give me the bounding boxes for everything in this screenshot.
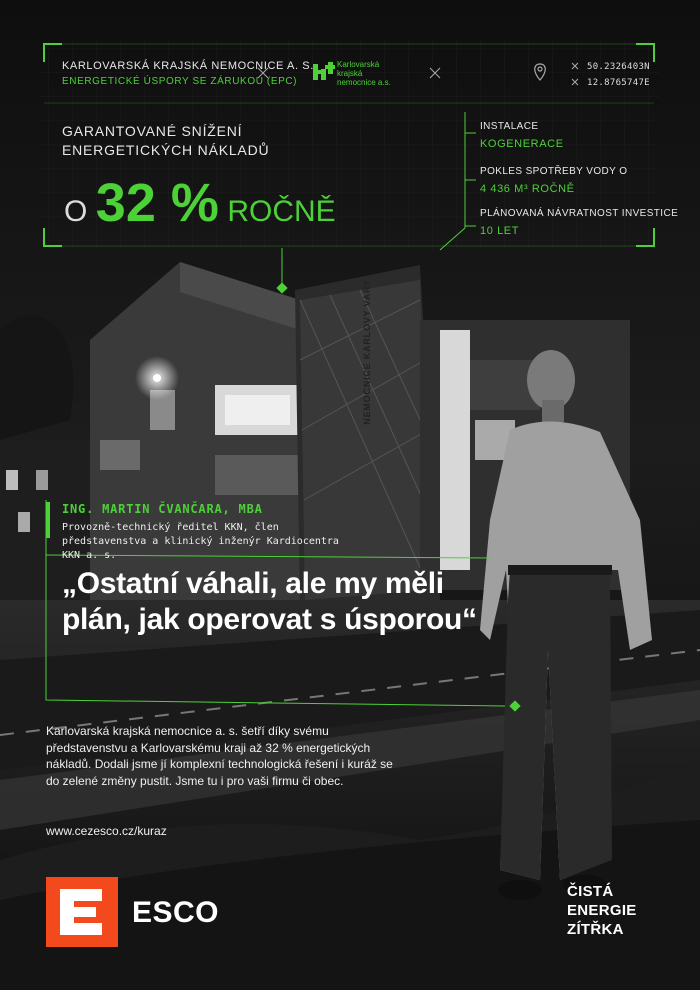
quote: „Ostatní váhali, ale my měli plán, jak operovat s úsporou“ xyxy=(62,567,477,636)
saving-suffix: ROČNĚ xyxy=(227,195,336,228)
stat-payback: PLÁNOVANÁ NÁVRATNOST INVESTICE 10 LET xyxy=(480,208,679,237)
coordinate-longitude: 12.8765747E xyxy=(587,78,650,88)
hospital-tagline: ENERGETICKÉ ÚSPORY SE ZÁRUKOU (EPC) xyxy=(62,76,298,87)
body-text: Karlovarská krajská nemocnice a. s. šetří díky svému představenstvu a Karlovarskému kraji až 32 % energetických nákladů. Dodali jsme jí komplexní technologická řešení i kuráž se do zelené změny pustit. Jsme tu i pro vaši firmu či obec. xyxy=(46,724,393,788)
brand-name: ESCO xyxy=(132,896,220,929)
coordinate-latitude: 50.2326403N xyxy=(587,62,650,72)
saving-headline xyxy=(64,172,336,234)
saving-value: 32 % xyxy=(95,173,219,233)
person-role: Provozně-technický ředitel KKN, člen představenstva a klinický inženýr Kardiocentra KKN a. s. xyxy=(62,522,339,561)
saving-title: GARANTOVANÉ SNÍŽENÍ ENERGETICKÝCH NÁKLADŮ xyxy=(62,123,270,158)
hospital-logo-text: Karlovarská krajská nemocnice a.s. xyxy=(337,60,391,87)
building-sign: NEMOCNICE KARLOVY VARY xyxy=(362,279,372,425)
hospital-name: KARLOVARSKÁ KRAJSKÁ NEMOCNICE A. S. xyxy=(62,60,314,72)
cez-logo-icon xyxy=(46,877,118,947)
stat-water: POKLES SPOTŘEBY VODY O 4 436 M³ ROČNĚ xyxy=(480,166,628,195)
hospital-logo-icon xyxy=(313,62,335,82)
saving-prefix: O xyxy=(64,195,88,228)
stat-installation: INSTALACE KOGENERACE xyxy=(480,121,564,150)
person-name: ING. MARTIN ČVANČARA, MBA xyxy=(62,502,263,516)
website-link[interactable]: www.cezesco.cz/kuraz xyxy=(46,824,167,838)
slogan: ČISTÁ ENERGIE ZÍTŘKA xyxy=(567,883,637,938)
